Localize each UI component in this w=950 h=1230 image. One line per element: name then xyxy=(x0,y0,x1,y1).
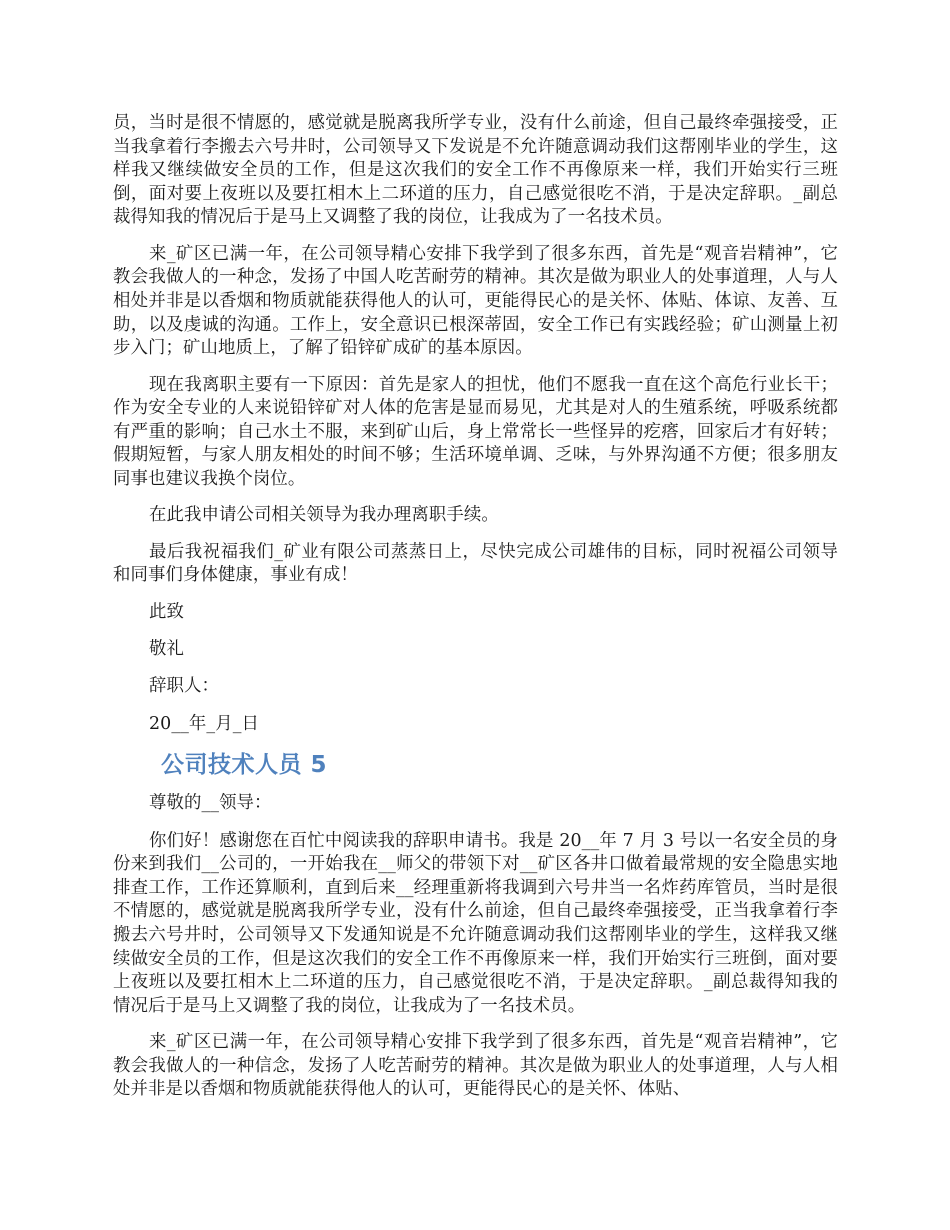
section-heading: 公司技术人员 5 xyxy=(161,752,328,779)
paragraph-5: 最后我祝福我们_矿业有限公司蒸蒸日上，尽快完成公司雄伟的目标，同时祝福公司领导和同事们身体健康，事业有成！ xyxy=(113,541,838,586)
greeting-line: 尊敬的__领导： xyxy=(149,793,272,814)
paragraph-6: 你们好！感谢您在百忙中阅读我的辞职申请书。我是 20__年 7 月 3 号以一名安全员的身份来到我们__公司的，一开始我在__师父的带领下对__矿区各井口做着最常规的安全隐患实地排查工作，工作还算顺利，直到后来__经理重新将我调到六号井当一名炸药库管员，当时是很不情愿的，感觉就是脱离我所学专业，没有什么前途，但自己最终牵强接受，正当我拿着行李搬去六号井时，公司领导又下发通知说是不允许随意调动我们这帮刚毕业的学生，这样我又继续做安全员的工作，但是这次我们的安全工作不再像原来一样，我们开始实行三班倒，面对要上夜班以及要扛相木上二环道的压力，自己感觉很吃不消，于是决定辞职。_副总裁得知我的情况后于是马上又调整了我的岗位，让我成为了一名技术员。 xyxy=(113,830,838,1016)
date-line: 20__年_月_日 xyxy=(149,713,259,734)
signer-line: 辞职人： xyxy=(149,676,219,697)
closing-line: 此致 xyxy=(149,601,184,622)
paragraph-2: 来_矿区已满一年，在公司领导精心安排下我学到了很多东西，首先是“观音岩精神”，它教会我做人的一种念，发扬了中国人吃苦耐劳的精神。其次是做为职业人的处事道理，人与人相处并非是以香烟和物质就能获得他人的认可，更能得民心的是关怀、体贴、体谅、友善、互助，以及虔诚的沟通。工作上，安全意识已根深蒂固，安全工作已有实践经验；矿山测量上初步入门；矿山地质上，了解了铅锌矿成矿的基本原因。 xyxy=(113,243,838,359)
paragraph-1: 员，当时是很不情愿的，感觉就是脱离我所学专业，没有什么前途，但自己最终牵强接受，正当我拿着行李搬去六号井时，公司领导又下发说是不允许随意调动我们这帮刚毕业的学生，这样我又继续做安全员的工作，但是这次我们的安全工作不再像原来一样，我们开始实行三班倒，面对要上夜班以及要扛相木上二环道的压力，自己感觉很吃不消，于是决定辞职。_副总裁得知我的情况后于是马上又调整了我的岗位，让我成为了一名技术员。 xyxy=(113,113,838,228)
salute-line: 敬礼 xyxy=(149,639,184,660)
paragraph-3: 现在我离职主要有一下原因：首先是家人的担忧，他们不愿我一直在这个高危行业长干；作为安全专业的人来说铅锌矿对人体的危害是显而易见，尤其是对人的生殖系统，呼吸系统都有严重的影响；自己水土不服，来到矿山后，身上常常长一些怪异的疙瘩，回家后才有好转；假期短暂，与家人朋友相处的时间不够；生活环境单调、乏味，与外界沟通不方便；很多朋友同事也建议我换个岗位。 xyxy=(113,374,838,489)
paragraph-7: 来_矿区已满一年，在公司领导精心安排下我学到了很多东西，首先是“观音岩精神”，它教会我做人的一种信念，发扬了人吃苦耐劳的精神。其次是做为职业人的处事道理，人与人相处并非是以香烟和物质就能获得他人的认可，更能得民心的是关怀、体贴、 xyxy=(113,1032,838,1100)
document-page xyxy=(113,112,838,1115)
paragraph-4: 在此我申请公司相关领导为我办理离职手续。 xyxy=(149,505,499,526)
